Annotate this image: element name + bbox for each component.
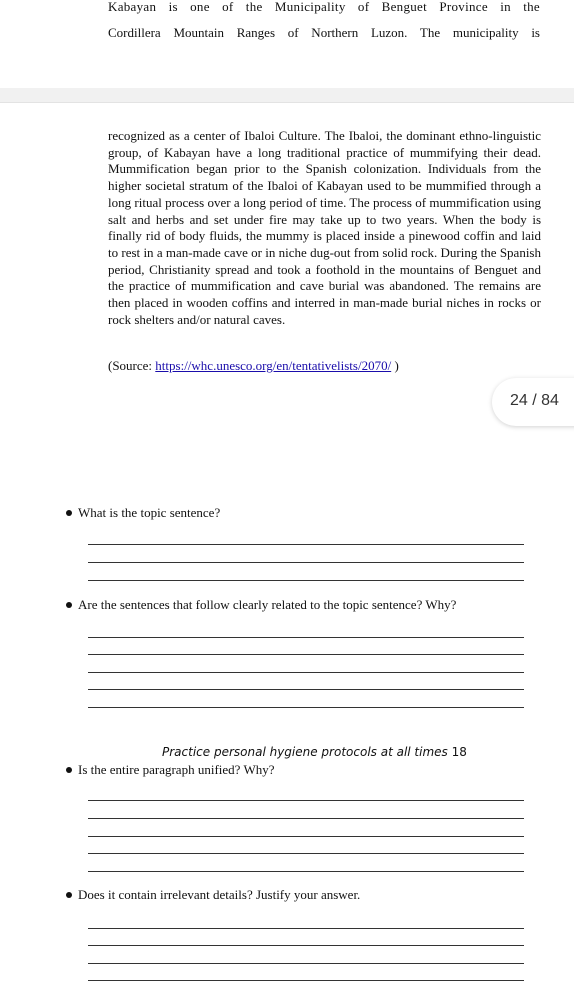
- answer-line[interactable]: [88, 871, 524, 872]
- previous-page-line-1: Kabayan is one of the Municipality of Benguet Province in the: [108, 0, 540, 14]
- answer-line[interactable]: [88, 928, 524, 929]
- answer-line[interactable]: [88, 853, 524, 854]
- footer-page-number: 18: [451, 745, 467, 759]
- bullet-icon: [66, 892, 72, 898]
- question-text: What is the topic sentence?: [78, 505, 221, 520]
- previous-page-fragment: [0, 0, 574, 88]
- question-text: Is the entire paragraph unified? Why?: [78, 762, 275, 777]
- source-citation: [108, 358, 399, 374]
- answer-line[interactable]: [88, 580, 524, 581]
- bullet-icon: [66, 510, 72, 516]
- source-prefix: (Source:: [108, 358, 156, 373]
- answer-line[interactable]: [88, 544, 524, 545]
- page-counter-label: 24 / 84: [510, 392, 559, 409]
- previous-page-line-2: Cordillera Mountain Ranges of Northern Luzon. The municipality is: [108, 25, 540, 40]
- answer-line[interactable]: [88, 980, 524, 981]
- answer-line[interactable]: [88, 963, 524, 964]
- bullet-icon: [66, 767, 72, 773]
- answer-line[interactable]: [88, 689, 524, 690]
- body-paragraph: recognized as a center of Ibaloi Culture. The Ibaloi, the dominant ethno-linguistic group, of Kabayan have a long traditional practice of mummifying their dead. Mummification began prior to the Spanish colonization. Individuals from the higher societal stratum of the Ibaloi of Kabayan used to be mummified through a long ritual process over a long period of time. The process of mummification using salt and herbs and set under fire may take up to two years. When the body is finally rid of body fluids, the mummy is placed inside a pinewood coffin and laid to rest in a man-made cave or in niche dug-out from solid rock. During the Spanish period, Christianity spread and took a foothold in the mountains of Benguet and the practice of mummification and cave burial was abandoned. The remains are then placed in wooden coffins and interred in man-made burial niches in rocks or rock shelters and/or natural caves.: [108, 128, 541, 327]
- source-link[interactable]: https://whc.unesco.org/en/tentativelists/2070/: [155, 358, 392, 373]
- answer-line[interactable]: [88, 562, 524, 563]
- answer-line[interactable]: [88, 945, 524, 946]
- question-text: Does it contain irrelevant details? Justify your answer.: [78, 887, 361, 902]
- question-item: [66, 887, 360, 903]
- answer-line[interactable]: [88, 818, 524, 819]
- answer-line[interactable]: [88, 672, 524, 673]
- answer-line[interactable]: [88, 707, 524, 708]
- answer-line[interactable]: [88, 836, 524, 837]
- question-item: [66, 505, 220, 521]
- page-counter[interactable]: [492, 378, 574, 426]
- footer-text: Practice personal hygiene protocols at all times: [162, 745, 448, 759]
- answer-line[interactable]: [88, 654, 524, 655]
- answer-line[interactable]: [88, 637, 524, 638]
- question-text: Are the sentences that follow clearly related to the topic sentence? Why?: [78, 597, 457, 612]
- question-item: [66, 597, 456, 613]
- page-separator: [0, 88, 574, 102]
- source-suffix: ): [391, 358, 399, 373]
- page-separator-rule: [0, 102, 574, 103]
- bullet-icon: [66, 602, 72, 608]
- question-item: [66, 762, 274, 778]
- answer-line[interactable]: [88, 800, 524, 801]
- page-footer: [162, 745, 467, 759]
